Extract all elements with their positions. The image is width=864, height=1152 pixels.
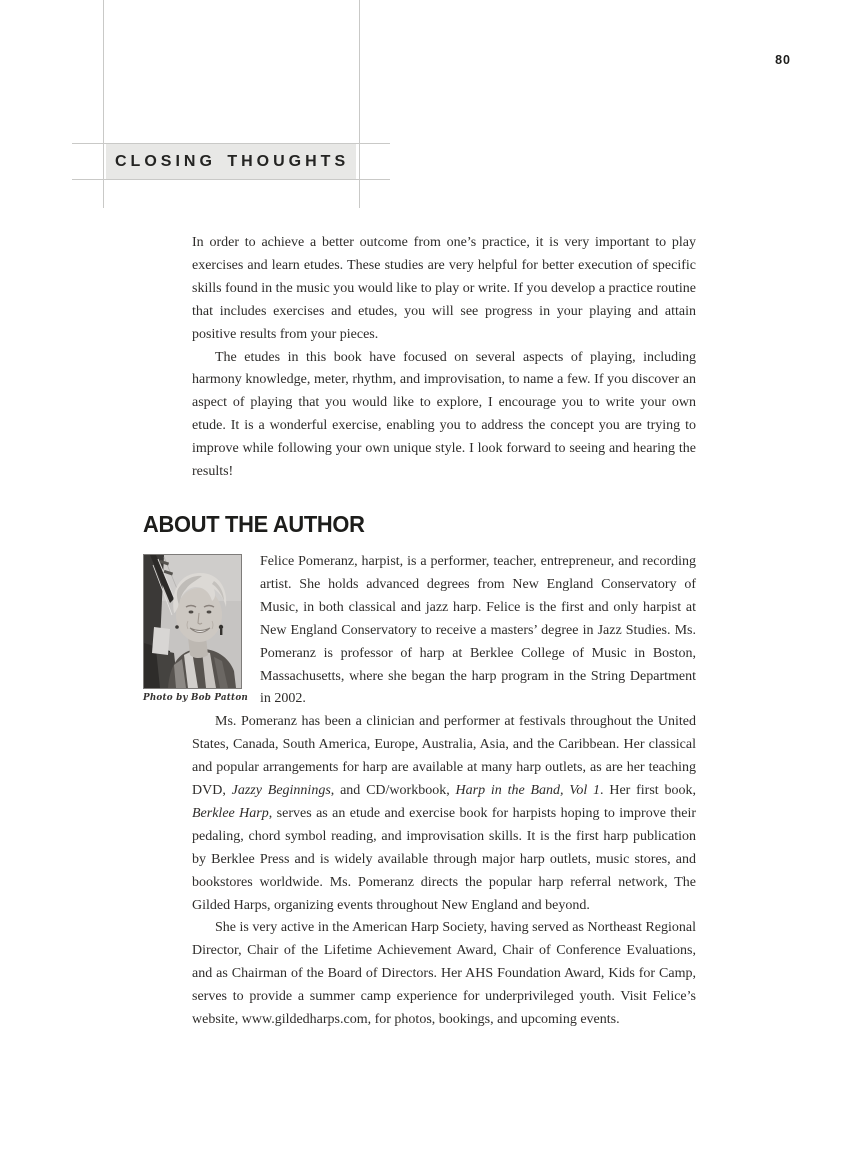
author-bio-paragraph-1: Felice Pomeranz, harpist, is a performer, teacher, entrepreneur, and recording artist. She holds advanced degrees from New England Conservatory of Music, in both classical and jazz harp. Felice is the first and only harpist at New England Conservatory to receive a masters’ degree in Jazz Studies. Ms. Pomeranz is professor of harp at Berklee College of Music in Boston, Massachusetts, where she began the harp program in the String Department in 2002. <box>260 553 696 707</box>
author-portrait-photo <box>143 554 242 689</box>
about-author-heading: ABOUT THE AUTHOR <box>143 510 365 537</box>
photo-caption: Photo by Bob Patton <box>143 692 248 703</box>
author-bio-paragraph-2: Ms. Pomeranz has been a clinician and performer at festivals throughout the United States, Canada, South America, Europe, Australia, Asia, and the Caribbean. Her classical and popular arrangements for harp are available at many harp outlets, as are her teaching DVD, Jazzy Beginnings, and CD/workbook, Harp in the Band, Vol 1. Her first book, Berklee Harp, serves as an etude and exercise book for harpists hoping to improve their pedaling, chord symbol reading, and improvisation skills. It is the first harp publication by Berklee Press and is widely available through major harp outlets, music stores, and bookstores worldwide. Ms. Pomeranz directs the popular harp referral network, The Gilded Harps, organizing events throughout New England and beyond. <box>192 714 696 913</box>
page-body <box>143 232 696 1032</box>
closing-paragraph-2: The etudes in this book have focused on several aspects of playing, including harmony knowledge, meter, rhythm, and improvisation, to name a few. If you discover an aspect of playing that you would like to explore, I encourage you to write your own etude. It is a wonderful exercise, enabling you to address the concept you are trying to improve while following your own unique style. I look forward to seeing and hearing the results! <box>192 349 696 480</box>
author-portrait-illustration <box>144 555 241 688</box>
closing-paragraph-1: In order to achieve a better outcome from one’s practice, it is very important to play exercises and learn etudes. These studies are very helpful for better execution of specific skills found in the music you would like to play or write. If you develop a practice routine that includes exercises and etudes, you will see progress in your playing and attain positive results from your pieces. <box>192 235 696 342</box>
page-number: 80 <box>775 53 791 67</box>
author-photo-block <box>143 554 248 703</box>
header-vertical-rule-right <box>359 0 360 208</box>
header-vertical-rule-left <box>103 0 104 208</box>
author-bio-paragraph-3: She is very active in the American Harp Society, having served as Northeast Regional Director, Chair of the Lifetime Achievement Award, Chair of Conference Evaluations, and as Chairman of the Board of Directors. Her AHS Foundation Award, Kids for Camp, serves to provide a summer camp experience for underprivileged youth. Visit Felice’s website, www.gildedharps.com, for photos, bookings, and upcoming events. <box>192 920 696 1028</box>
chapter-title-banner: CLOSING THOUGHTS <box>106 144 356 179</box>
header-horizontal-rule-bottom <box>72 179 390 180</box>
